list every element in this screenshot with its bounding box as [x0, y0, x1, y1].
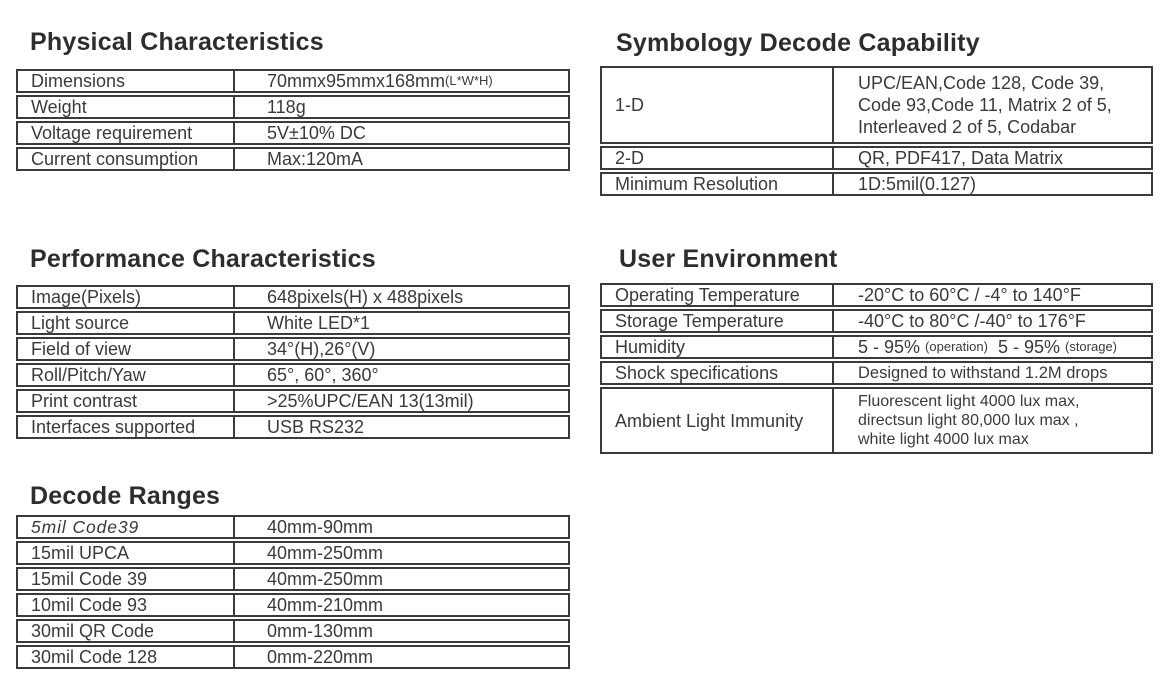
user-environment-table: [600, 283, 1153, 454]
row-label: Roll/Pitch/Yaw: [31, 365, 146, 385]
row-label: Interfaces supported: [31, 417, 196, 437]
table-row: [600, 361, 1153, 385]
table-row: [600, 146, 1153, 170]
row-value: Max:120mA: [233, 149, 568, 169]
table-row: [600, 66, 1153, 144]
table-row: [600, 387, 1153, 454]
table-row: [16, 593, 570, 617]
table-row: [16, 645, 570, 669]
row-label: 10mil Code 93: [31, 595, 148, 615]
row-value: Designed to withstand 1.2M drops: [832, 363, 1151, 383]
row-value: 118g: [233, 97, 568, 117]
row-value: 34°(H),26°(V): [233, 339, 568, 359]
row-value: White LED*1: [233, 313, 568, 333]
physical-characteristics-table: [16, 69, 570, 171]
row-label: 2-D: [615, 148, 645, 168]
row-value: >25%UPC/EAN 13(13mil): [233, 391, 568, 411]
row-label: Dimensions: [31, 71, 126, 91]
row-value: USB RS232: [233, 417, 568, 437]
table-row: [16, 285, 570, 309]
section-title-physical-characteristics: Physical Characteristics: [30, 28, 324, 56]
row-label: 5mil Code39: [31, 517, 140, 537]
section-title-symbology-decode-capability: Symbology Decode Capability: [616, 29, 980, 57]
table-row: [16, 541, 570, 565]
row-label: Field of view: [31, 339, 132, 359]
row-value: 648pixels(H) x 488pixels: [233, 287, 568, 307]
row-label: Light source: [31, 313, 130, 333]
table-row: [16, 415, 570, 439]
row-value: 1D:5mil(0.127): [832, 174, 1151, 194]
row-value: -20°C to 60°C / -4° to 140°F: [832, 285, 1151, 305]
row-value: QR, PDF417, Data Matrix: [832, 148, 1151, 168]
row-value: 65°, 60°, 360°: [233, 365, 568, 385]
row-value: UPC/EAN,Code 128, Code 39, Code 93,Code 11, Matrix 2 of 5, Interleaved 2 of 5, Codabar: [832, 68, 1151, 142]
row-label: Print contrast: [31, 391, 138, 411]
row-label: 15mil UPCA: [31, 543, 130, 563]
row-value: 70mmx95mmx168mm (L*W*H): [233, 71, 568, 91]
row-value: 40mm-250mm: [233, 543, 568, 563]
row-value: 0mm-220mm: [233, 647, 568, 667]
row-value: 40mm-90mm: [233, 517, 568, 537]
row-value: 40mm-210mm: [233, 595, 568, 615]
table-row: [16, 69, 570, 93]
row-value: 5V±10% DC: [233, 123, 568, 143]
row-value: 5 - 95% (operation) 5 - 95% (storage): [832, 337, 1151, 357]
table-row: [16, 95, 570, 119]
performance-characteristics-table: [16, 285, 570, 439]
table-row: [600, 283, 1153, 307]
symbology-decode-capability-table: [600, 66, 1153, 196]
table-row: [16, 311, 570, 335]
row-label: 30mil QR Code: [31, 621, 155, 641]
row-label: Voltage requirement: [31, 123, 193, 143]
table-row: [16, 389, 570, 413]
row-label: 15mil Code 39: [31, 569, 148, 589]
table-row: [16, 515, 570, 539]
row-value: -40°C to 80°C /-40° to 176°F: [832, 311, 1151, 331]
section-title-user-environment: User Environment: [619, 245, 838, 273]
section-title-decode-ranges: Decode Ranges: [30, 482, 221, 510]
table-row: [16, 121, 570, 145]
row-label: Humidity: [615, 337, 686, 357]
row-label: Current consumption: [31, 149, 199, 169]
table-row: [16, 619, 570, 643]
row-value: 0mm-130mm: [233, 621, 568, 641]
table-row: [16, 147, 570, 171]
table-row: [16, 363, 570, 387]
row-label: Minimum Resolution: [615, 174, 779, 194]
row-label: Storage Temperature: [615, 311, 784, 331]
row-value: 40mm-250mm: [233, 569, 568, 589]
table-row: [600, 335, 1153, 359]
row-label: 30mil Code 128: [31, 647, 158, 667]
table-row: [16, 567, 570, 591]
row-label: 1-D: [615, 95, 645, 115]
row-label: Image(Pixels): [31, 287, 142, 307]
row-label: Shock specifications: [615, 363, 779, 383]
table-row: [600, 309, 1153, 333]
row-label: Ambient Light Immunity: [615, 410, 804, 431]
table-row: [600, 172, 1153, 196]
decode-ranges-table: [16, 515, 570, 669]
row-label: Operating Temperature: [615, 285, 800, 305]
row-value: Fluorescent light 4000 lux max, directsun light 80,000 lux max , white light 4000 lux max: [832, 389, 1151, 452]
row-label: Weight: [31, 97, 87, 117]
table-row: [16, 337, 570, 361]
section-title-performance-characteristics: Performance Characteristics: [30, 245, 376, 273]
